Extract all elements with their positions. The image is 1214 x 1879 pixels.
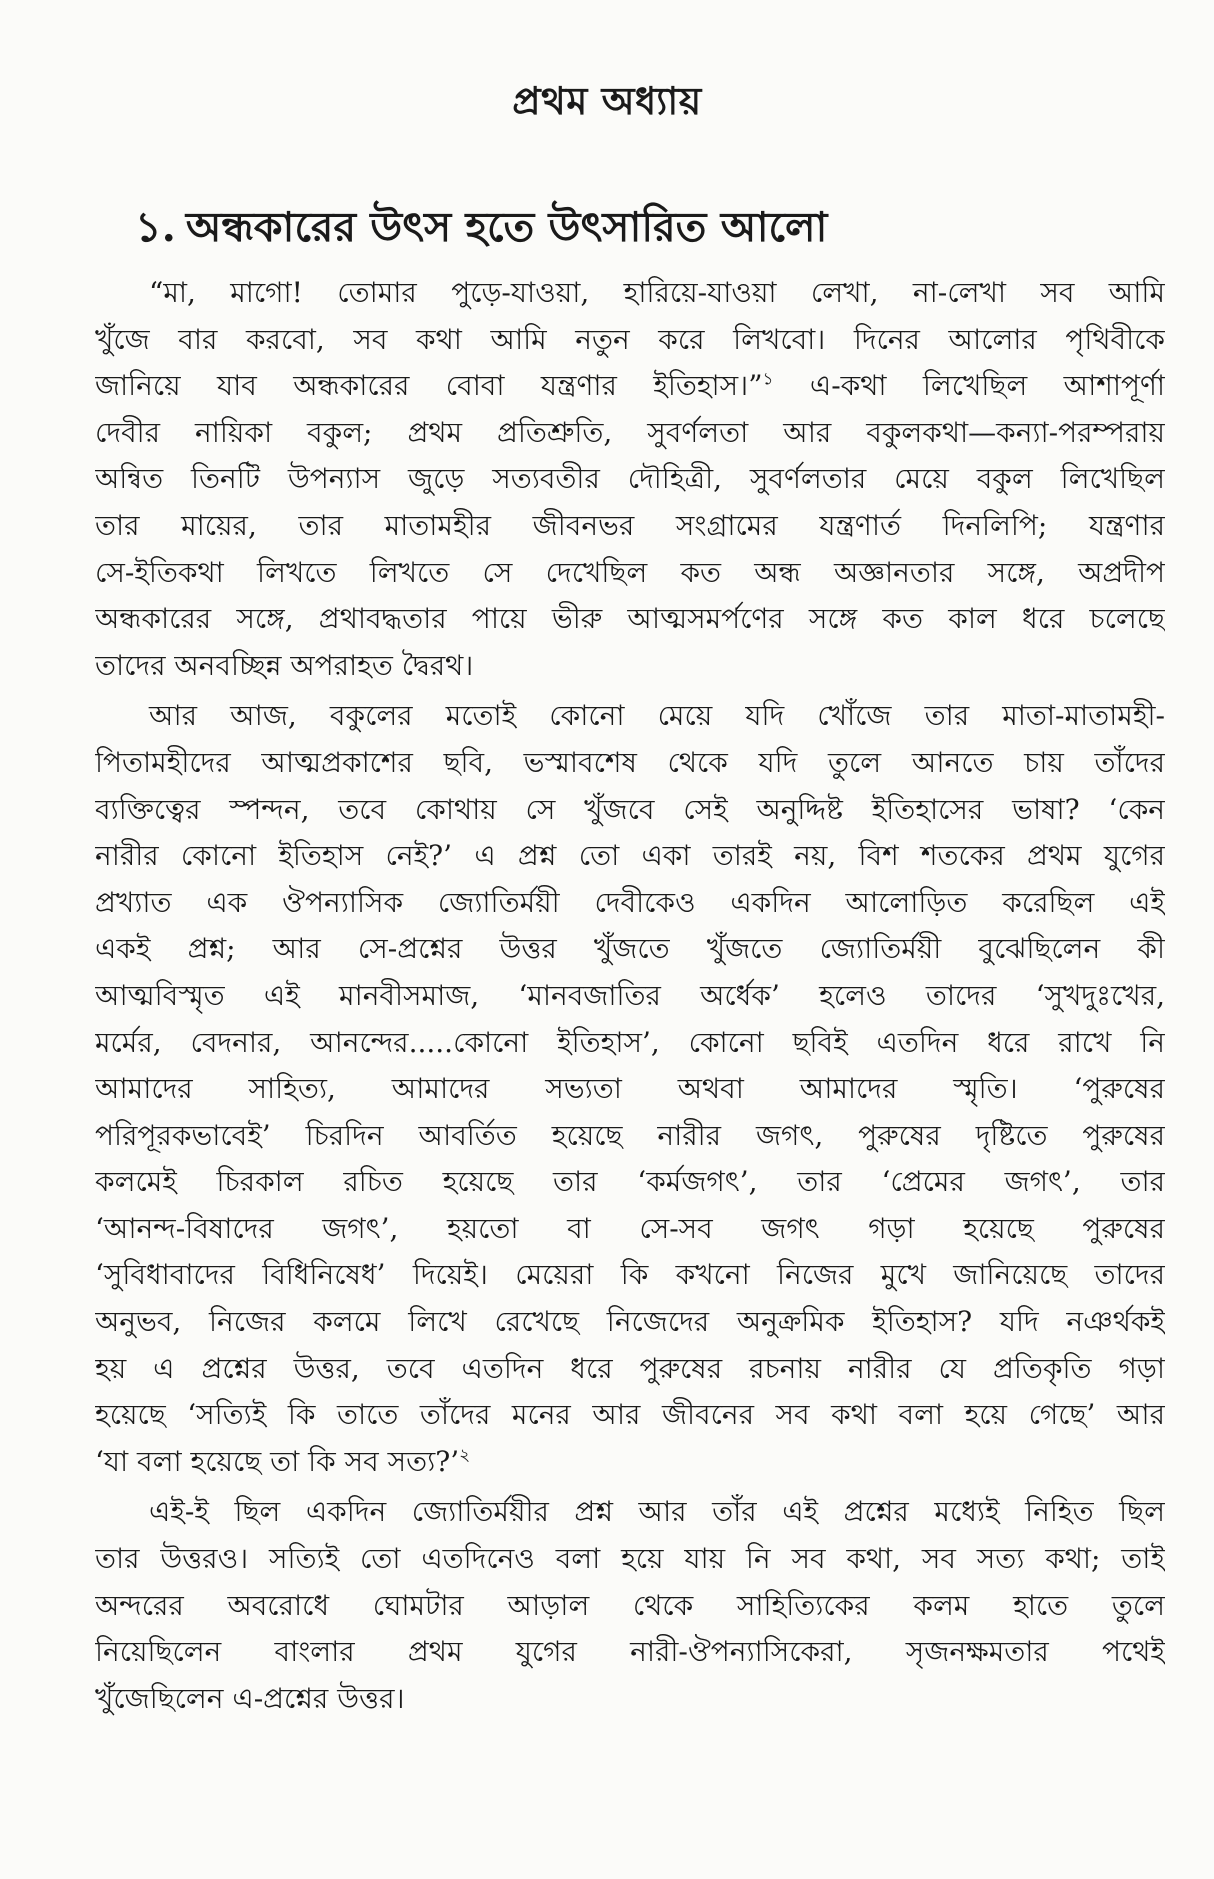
text-line: হয় এ প্রশ্নের উত্তর, তবে এতদিন ধরে পুরুষের রচনায় নারীর যে প্রতিকৃতি গড়া: [95, 1351, 1165, 1385]
text-line: কলমেই চিরকাল রচিত হয়েছে তার ‘কর্মজগৎ’, তার ‘প্রেমের জগৎ’, তার: [95, 1165, 1165, 1199]
section-number: ১.: [135, 203, 176, 251]
text-line: অন্বিত তিনটি উপন্যাস জুড়ে সত্যবতীর দৌহিত্রী, সুবর্ণলতার মেয়ে বকুল লিখেছিল: [95, 462, 1165, 496]
text-line: [95, 1439, 1165, 1486]
paragraph-2: [95, 693, 1165, 1485]
text-line: আমাদের সাহিত্য, আমাদের সভ্যতা অথবা আমাদের স্মৃতি। ‘পুরুষের: [95, 1072, 1165, 1106]
text-line: খুঁজেছিলেন এ-প্রশ্নের উত্তর।: [95, 1681, 405, 1715]
text-line: প্রখ্যাত এক ঔপন্যাসিক জ্যোতির্ময়ী দেবীকেও একদিন আলোড়িত করেছিল এই: [95, 885, 1165, 919]
text-line: ‘সুবিধাবাদের বিধিনিষেধ’ দিয়েই। মেয়েরা কি কখনো নিজের মুখে জানিয়েছে তাদের: [95, 1258, 1165, 1292]
chapter-heading: প্রথম অধ্যায়: [512, 78, 702, 123]
text-line: দেবীর নায়িকা বকুল; প্রথম প্রতিশ্রুতি, সুবর্ণলতা আর বকুলকথা—কন্যা-পরম্পরায়: [95, 415, 1165, 449]
text-line: ব্যক্তিত্বের স্পন্দন, তবে কোথায় সে খুঁজবে সেই অনুদ্দিষ্ট ইতিহাসের ভাষা? ‘কেন: [95, 792, 1165, 826]
text-line: সে-ইতিকথা লিখতে লিখতে সে দেখেছিল কত অন্ধ অজ্ঞানতার সঙ্গে, অপ্রদীপ: [95, 555, 1165, 589]
text-line: তার উত্তরও। সত্যিই তো এতদিনেও বলা হয়ে যায় নি সব কথা, সব সত্য কথা; তাই: [95, 1542, 1165, 1576]
paragraph-1: [95, 270, 1165, 689]
text-line: একই প্রশ্ন; আর সে-প্রশ্নের উত্তর খুঁজতে খুঁজতে জ্যোতির্ময়ী বুঝেছিলেন কী: [95, 932, 1165, 966]
text-line: অন্দরের অবরোধে ঘোমটার আড়াল থেকে সাহিত্যিকের কলম হাতে তুলে: [95, 1588, 1165, 1622]
text-line: ‘আনন্দ-বিষাদের জগৎ’, হয়তো বা সে-সব জগৎ গড়া হয়েছে পুরুষের: [95, 1211, 1165, 1245]
text-line: এই-ই ছিল একদিন জ্যোতির্ময়ীর প্রশ্ন আর তাঁর এই প্রশ্নের মধ্যেই নিহিত ছিল: [149, 1495, 1165, 1529]
text-line: নিয়েছিলেন বাংলার প্রথম যুগের নারী-ঔপন্যাসিকেরা, সৃজনক্ষমতার পথেই: [95, 1635, 1165, 1669]
text-line: আর আজ, বকুলের মতোই কোনো মেয়ে যদি খোঁজে তার মাতা-মাতামহী-: [149, 699, 1165, 733]
text-line-part: এ-কথা লিখেছিল আশাপূর্ণা: [773, 369, 1165, 403]
footnote-reference: ২: [459, 1445, 471, 1466]
text-line: তাদের অনবচ্ছিন্ন অপরাহত দ্বৈরথ।: [95, 648, 474, 682]
footnote-reference: ১: [762, 369, 774, 390]
text-line-part: ‘যা বলা হয়েছে তা কি সব সত্য?’: [95, 1444, 460, 1478]
section-title-text: অন্ধকারের উৎস হতে উৎসারিত আলো: [185, 203, 828, 251]
text-line: নারীর কোনো ইতিহাস নেই?’ এ প্রশ্ন তো একা তারই নয়, বিশ শতকের প্রথম যুগের: [95, 839, 1165, 873]
paragraph-3: [95, 1489, 1165, 1722]
body-text: [95, 270, 1165, 1722]
text-line: মর্মের, বেদনার, আনন্দের.....কোনো ইতিহাস’, কোনো ছবিই এতদিন ধরে রাখে নি: [95, 1025, 1165, 1059]
text-line: “মা, মাগো! তোমার পুড়ে-যাওয়া, হারিয়ে-যাওয়া লেখা, না-লেখা সব আমি: [149, 276, 1165, 309]
text-line: খুঁজে বার করবো, সব কথা আমি নতুন করে লিখবো। দিনের আলোর পৃথিবীকে: [95, 322, 1165, 356]
text-line: হয়েছে ‘সত্যিই কি তাতে তাঁদের মনের আর জীবনের সব কথা বলা হয়ে গেছে’ আর: [95, 1398, 1165, 1432]
section-title: [135, 196, 827, 265]
text-line: আত্মবিস্মৃত এই মানবীসমাজ, ‘মানবজাতির অর্ধেক’ হলেও তাদের ‘সুখদুঃখের,: [95, 978, 1165, 1012]
text-line: [95, 363, 1165, 410]
text-line: তার মায়ের, তার মাতামহীর জীবনভর সংগ্রামের যন্ত্রণার্ত দিনলিপি; যন্ত্রণার: [95, 508, 1165, 542]
text-line: অনুভব, নিজের কলমে লিখে রেখেছে নিজেদের অনুক্রমিক ইতিহাস? যদি নঞর্থকই: [95, 1305, 1165, 1339]
text-line: পিতামহীদের আত্মপ্রকাশের ছবি, ভস্মাবশেষ থেকে যদি তুলে আনতে চায় তাঁদের: [95, 745, 1165, 779]
text-line: পরিপূরকভাবেই’ চিরদিন আবর্তিত হয়েছে নারীর জগৎ, পুরুষের দৃষ্টিতে পুরুষের: [95, 1118, 1165, 1152]
text-line: অন্ধকারের সঙ্গে, প্রথাবদ্ধতার পায়ে ভীরু আত্মসমর্পণের সঙ্গে কত কাল ধরে চলেছে: [95, 602, 1165, 636]
text-line-part: জানিয়ে যাব অন্ধকারের বোবা যন্ত্রণার ইতিহাস।”: [95, 369, 763, 403]
